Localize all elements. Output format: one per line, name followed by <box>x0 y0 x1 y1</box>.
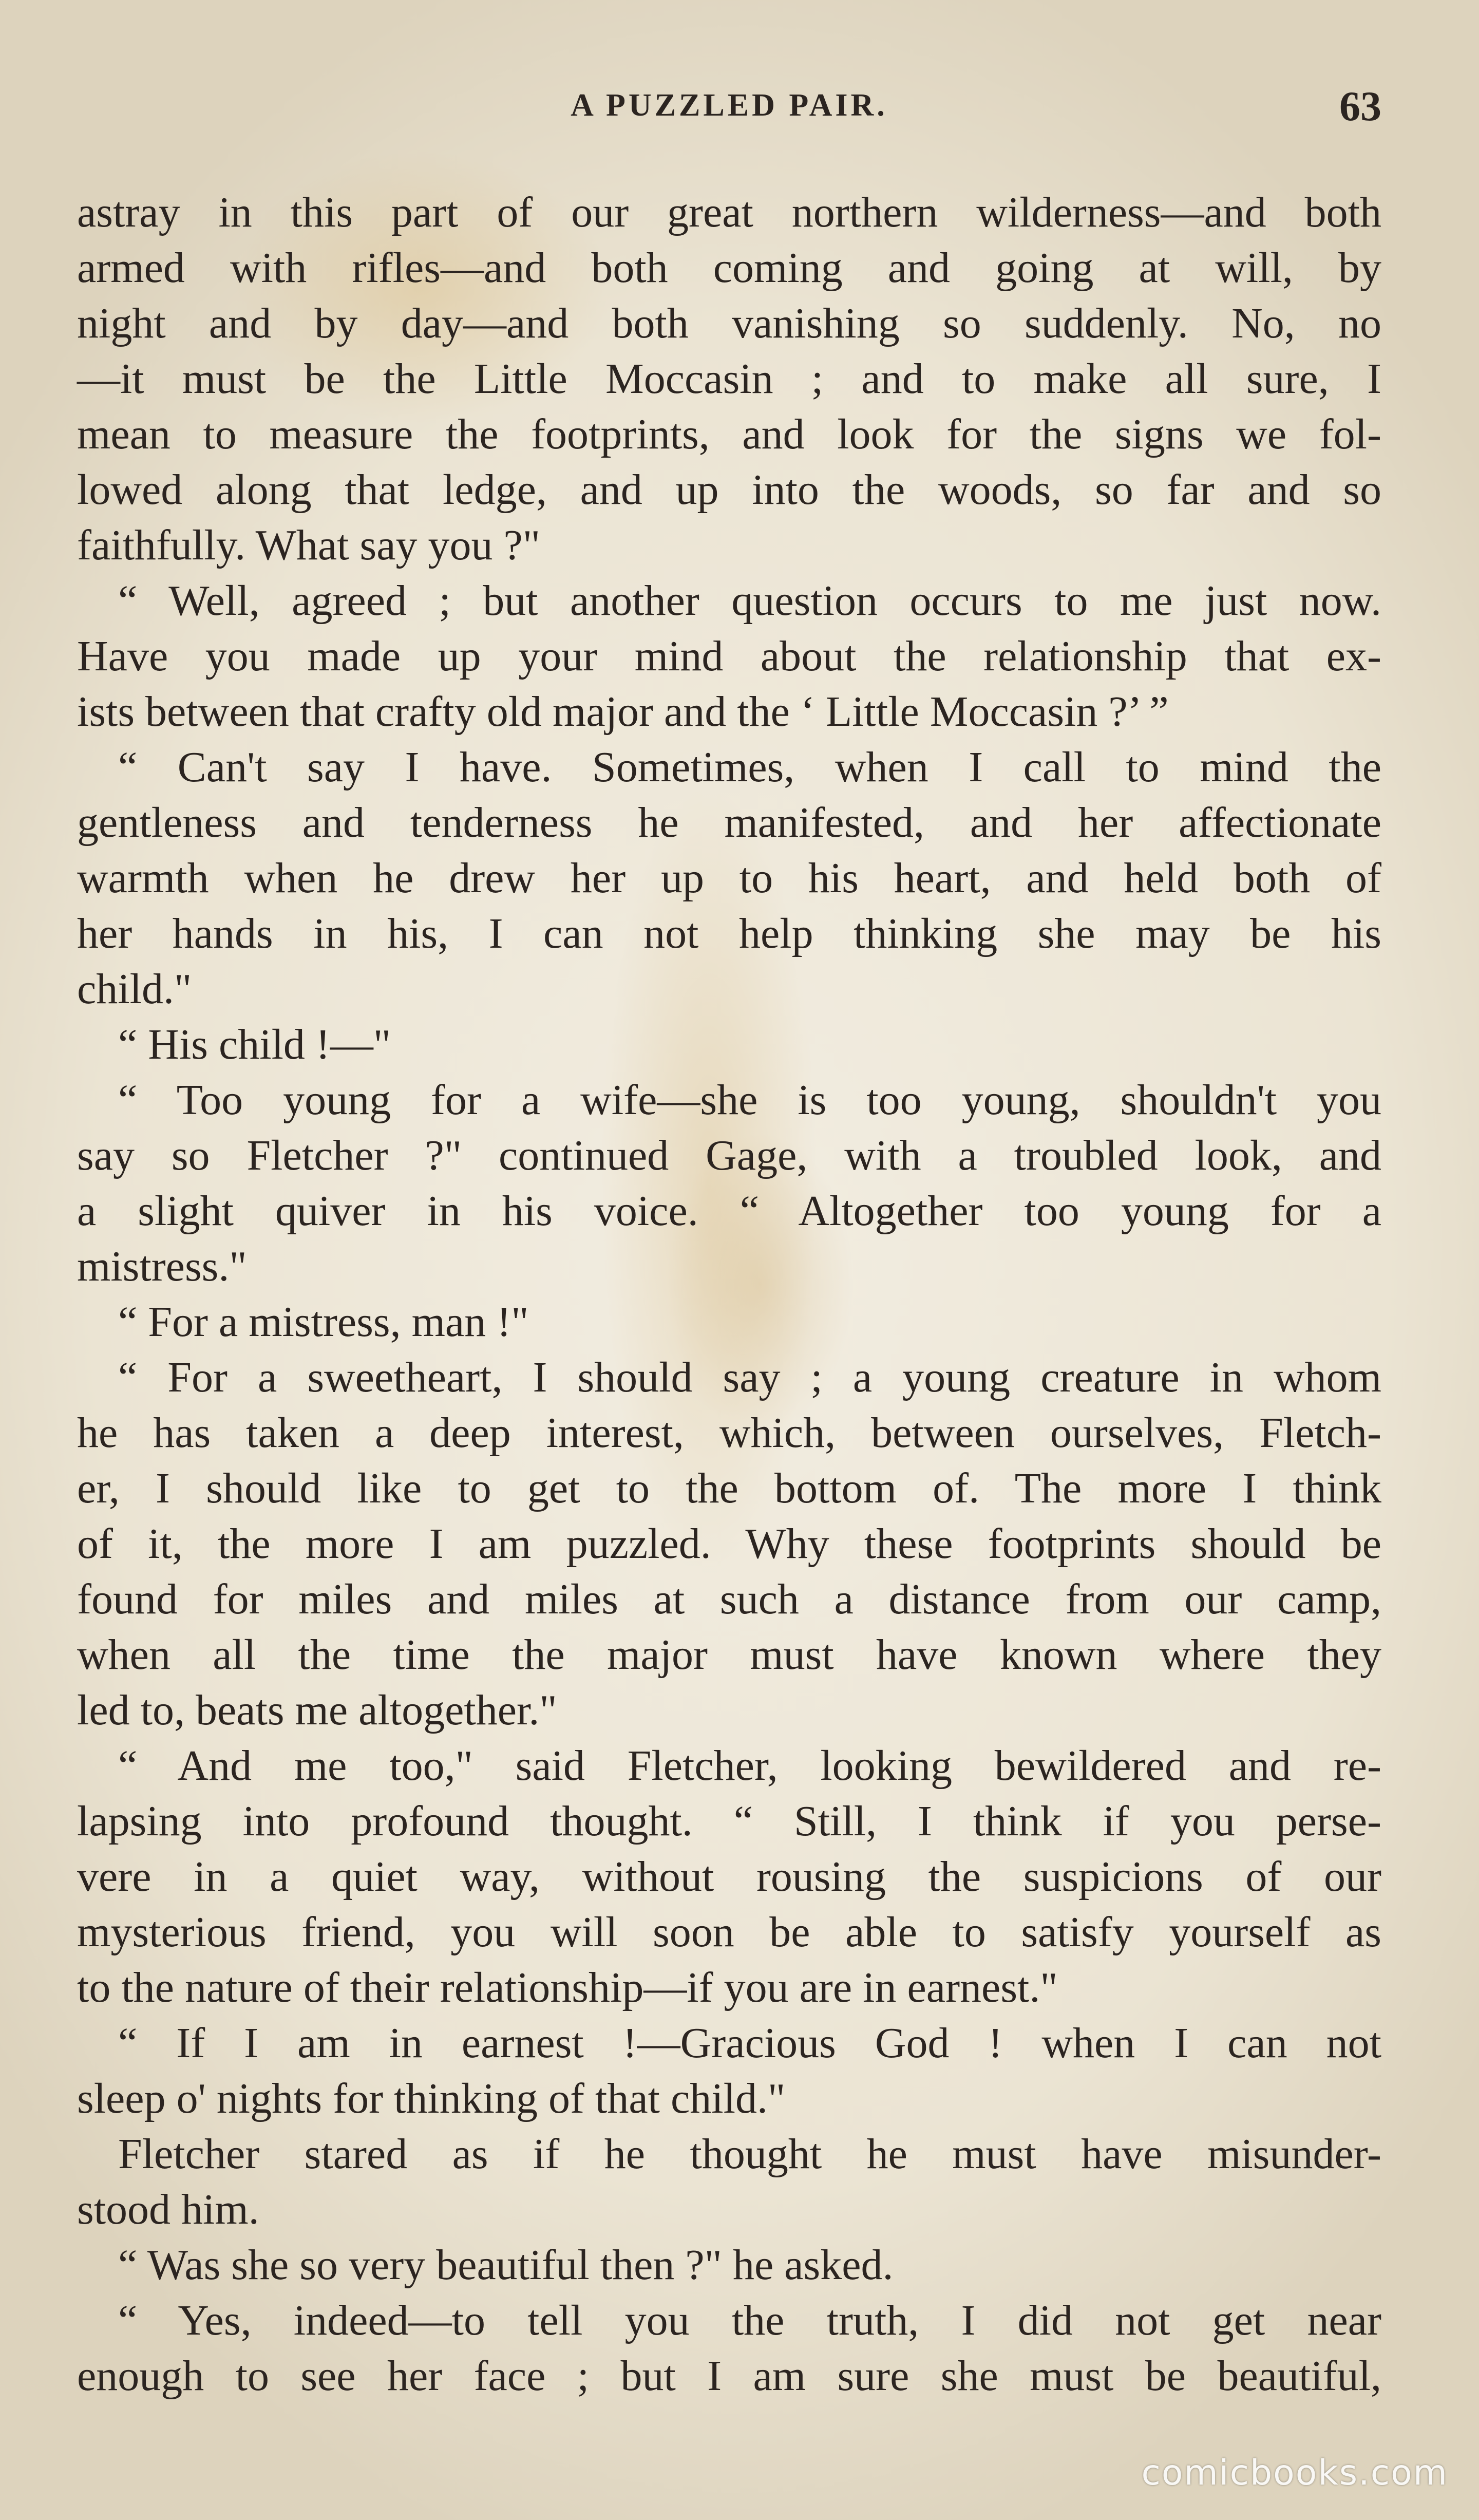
text-line: faithfully. What say you ?" <box>77 521 541 569</box>
text-line: warmth when he drew her up to his heart, and held both of <box>77 854 1381 902</box>
text-line: her hands in his, I can not help thinking she may be his <box>77 910 1381 957</box>
body-text <box>77 185 1381 2404</box>
running-title: A PUZZLED PAIR. <box>571 88 888 123</box>
text-line: armed with rifles—and both coming and going at will, by <box>77 244 1381 292</box>
text-line: sleep o' nights for thinking of that child." <box>77 2075 786 2122</box>
text-line: “ Well, agreed ; but another question occurs to me just now. <box>118 577 1381 625</box>
text-line: “ Was she so very beautiful then ?" he asked. <box>118 2241 894 2289</box>
text-line: child." <box>77 965 192 1013</box>
text-line: led to, beats me altogether." <box>77 1686 557 1734</box>
text-line: “ For a mistress, man !" <box>118 1298 529 1346</box>
text-line: “ His child !—" <box>118 1021 391 1068</box>
text-line: mean to measure the footprints, and look for the signs we fol- <box>77 410 1381 458</box>
watermark: comicbooks.com <box>1141 2453 1448 2493</box>
text-line: lapsing into profound thought. “ Still, I think if you perse- <box>77 1797 1381 1845</box>
text-line: ists between that crafty old major and the ‘ Little Moccasin ?’ ” <box>77 688 1169 736</box>
text-line: say so Fletcher ?" continued Gage, with a troubled look, and <box>77 1132 1381 1179</box>
text-line: lowed along that ledge, and up into the woods, so far and so <box>77 466 1381 514</box>
text-line: a slight quiver in his voice. “ Altogether too young for a <box>77 1187 1381 1235</box>
text-line: mistress." <box>77 1243 247 1290</box>
text-line: mysterious friend, you will soon be able to satisfy yourself as <box>77 1908 1381 1956</box>
text-line: he has taken a deep interest, which, between ourselves, Fletch- <box>77 1409 1381 1457</box>
text-line: er, I should like to get to the bottom of. The more I think <box>77 1464 1381 1512</box>
text-line: “ Too young for a wife—she is too young, shouldn't you <box>118 1076 1381 1124</box>
text-line: enough to see her face ; but I am sure she must be beautiful, <box>77 2352 1381 2400</box>
text-line: night and by day—and both vanishing so suddenly. No, no <box>77 299 1381 347</box>
text-line: when all the time the major must have known where they <box>77 1631 1381 1679</box>
text-line: “ Can't say I have. Sometimes, when I call to mind the <box>118 743 1381 791</box>
text-line: vere in a quiet way, without rousing the suspicions of our <box>77 1853 1381 1901</box>
text-line: found for miles and miles at such a distance from our camp, <box>77 1575 1381 1623</box>
text-line: to the nature of their relationship—if you are in earnest." <box>77 1964 1058 2011</box>
text-line: Fletcher stared as if he thought he must have misunder- <box>118 2130 1381 2178</box>
text-line: “ If I am in earnest !—Gracious God ! when I can not <box>118 2019 1381 2067</box>
text-line: —it must be the Little Moccasin ; and to make all sure, I <box>77 355 1381 403</box>
text-line: “ And me too," said Fletcher, looking bewildered and re- <box>118 1742 1381 1790</box>
text-line: stood him. <box>77 2186 259 2233</box>
page-header <box>77 77 1381 139</box>
text-line: gentleness and tenderness he manifested, and her affectionate <box>77 799 1381 847</box>
text-line: “ Yes, indeed—to tell you the truth, I did not get near <box>118 2297 1381 2344</box>
page-number: 63 <box>1339 83 1381 129</box>
text-line: of it, the more I am puzzled. Why these footprints should be <box>77 1520 1381 1568</box>
text-line: “ For a sweetheart, I should say ; a young creature in whom <box>118 1353 1381 1401</box>
text-line: Have you made up your mind about the relationship that ex- <box>77 632 1381 680</box>
text-line: astray in this part of our great northern wilderness—and both <box>77 189 1381 236</box>
